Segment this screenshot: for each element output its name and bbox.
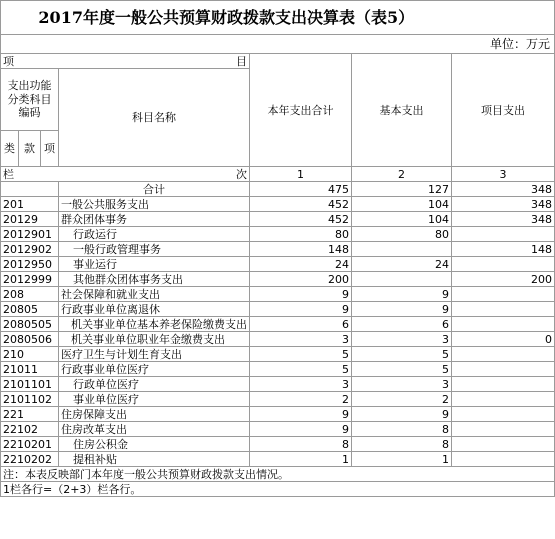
- header-lei: 类: [1, 131, 19, 167]
- row-name: 行政事业单位离退休: [59, 302, 250, 317]
- row-code: 21011: [1, 362, 59, 377]
- row-basic: 2: [352, 392, 452, 407]
- table-row: [1, 212, 555, 227]
- row-total: 200: [250, 272, 352, 287]
- row-basic: 104: [352, 197, 452, 212]
- row-basic: 80: [352, 227, 452, 242]
- table-row: [1, 287, 555, 302]
- table-row: [1, 452, 555, 467]
- row-code: 208: [1, 287, 59, 302]
- table-row: [1, 437, 555, 452]
- row-project: [452, 257, 555, 272]
- row-name: 住房公积金: [59, 437, 250, 452]
- row-total: 452: [250, 212, 352, 227]
- header-name: 科目名称: [59, 69, 250, 167]
- row-code: 221: [1, 407, 59, 422]
- row-total: 2: [250, 392, 352, 407]
- row-name: 一般行政管理事务: [59, 242, 250, 257]
- header-code: 支出功能分类科目编码: [1, 69, 59, 131]
- table-row: [1, 422, 555, 437]
- row-total: 452: [250, 197, 352, 212]
- row-code: 2012950: [1, 257, 59, 272]
- row-total: 80: [250, 227, 352, 242]
- total-project: 348: [452, 182, 555, 197]
- row-basic: 9: [352, 287, 452, 302]
- table-row: [1, 242, 555, 257]
- row-code: 2080505: [1, 317, 59, 332]
- row-project: [452, 287, 555, 302]
- row-project: [452, 347, 555, 362]
- row-basic: 8: [352, 422, 452, 437]
- header-lanci: 栏 次: [1, 167, 250, 182]
- row-total: 6: [250, 317, 352, 332]
- row-project: [452, 227, 555, 242]
- row-code: 2210202: [1, 452, 59, 467]
- row-basic: 6: [352, 317, 452, 332]
- table-row: [1, 257, 555, 272]
- row-name: 其他群众团体事务支出: [59, 272, 250, 287]
- row-project: [452, 437, 555, 452]
- col-num-3: 3: [452, 167, 555, 182]
- row-name: 机关事业单位职业年金缴费支出: [59, 332, 250, 347]
- total-row: [1, 182, 555, 197]
- header-kuan: 款: [19, 131, 41, 167]
- row-total: 5: [250, 362, 352, 377]
- header-total: 本年支出合计: [250, 54, 352, 167]
- table-row: [1, 197, 555, 212]
- header-xiang-mu: 项 目: [1, 54, 250, 69]
- col-num-2: 2: [352, 167, 452, 182]
- table-row: [1, 332, 555, 347]
- row-total: 9: [250, 407, 352, 422]
- row-basic: 5: [352, 362, 452, 377]
- row-project: 348: [452, 197, 555, 212]
- footnote: 1栏各行=（2+3）栏各行。: [1, 482, 555, 497]
- row-name: 提租补贴: [59, 452, 250, 467]
- row-total: 3: [250, 332, 352, 347]
- table-row: [1, 227, 555, 242]
- table-row: [1, 362, 555, 377]
- row-code: 20805: [1, 302, 59, 317]
- row-project: 348: [452, 212, 555, 227]
- row-code: 2012901: [1, 227, 59, 242]
- row-total: 1: [250, 452, 352, 467]
- footnote: 注：本表反映部门本年度一般公共预算财政拨款支出情况。: [1, 467, 555, 482]
- row-name: 住房改革支出: [59, 422, 250, 437]
- row-name: 事业运行: [59, 257, 250, 272]
- row-name: 行政运行: [59, 227, 250, 242]
- row-total: 9: [250, 302, 352, 317]
- row-total: 8: [250, 437, 352, 452]
- row-basic: [352, 272, 452, 287]
- row-project: 0: [452, 332, 555, 347]
- row-name: 医疗卫生与计划生育支出: [59, 347, 250, 362]
- row-name: 群众团体事务: [59, 212, 250, 227]
- row-basic: 1: [352, 452, 452, 467]
- unit-label: 单位：万元: [1, 35, 555, 54]
- table-row: [1, 392, 555, 407]
- table-row: [1, 302, 555, 317]
- table-row: [1, 407, 555, 422]
- row-project: [452, 452, 555, 467]
- total-basic: 127: [352, 182, 452, 197]
- row-name: 机关事业单位基本养老保险缴费支出: [59, 317, 250, 332]
- row-name: 社会保障和就业支出: [59, 287, 250, 302]
- table-row: [1, 317, 555, 332]
- col-num-1: 1: [250, 167, 352, 182]
- header-xiang2: 项: [41, 131, 59, 167]
- row-project: 148: [452, 242, 555, 257]
- row-total: 24: [250, 257, 352, 272]
- row-project: [452, 302, 555, 317]
- row-project: 200: [452, 272, 555, 287]
- row-total: 9: [250, 422, 352, 437]
- header-project: 项目支出: [452, 54, 555, 167]
- row-project: [452, 392, 555, 407]
- row-code: 2012999: [1, 272, 59, 287]
- row-project: [452, 407, 555, 422]
- row-code: 2080506: [1, 332, 59, 347]
- row-basic: 104: [352, 212, 452, 227]
- row-name: 一般公共服务支出: [59, 197, 250, 212]
- table-title: 2017年度一般公共预算财政拨款支出决算表（表5）: [1, 1, 452, 35]
- row-name: 事业单位医疗: [59, 392, 250, 407]
- row-total: 5: [250, 347, 352, 362]
- row-code: 201: [1, 197, 59, 212]
- row-project: [452, 362, 555, 377]
- header-basic: 基本支出: [352, 54, 452, 167]
- total-total: 475: [250, 182, 352, 197]
- row-basic: 8: [352, 437, 452, 452]
- row-total: 9: [250, 287, 352, 302]
- row-code: 22102: [1, 422, 59, 437]
- row-code: 2012902: [1, 242, 59, 257]
- total-label: 合计: [59, 182, 250, 197]
- row-basic: 9: [352, 407, 452, 422]
- row-code: 2101102: [1, 392, 59, 407]
- row-basic: 9: [352, 302, 452, 317]
- row-total: 148: [250, 242, 352, 257]
- row-name: 住房保障支出: [59, 407, 250, 422]
- table-row: [1, 347, 555, 362]
- row-basic: [352, 242, 452, 257]
- row-project: [452, 317, 555, 332]
- row-basic: 3: [352, 332, 452, 347]
- table-row: [1, 272, 555, 287]
- row-basic: 5: [352, 347, 452, 362]
- row-code: 2210201: [1, 437, 59, 452]
- row-basic: 3: [352, 377, 452, 392]
- row-basic: 24: [352, 257, 452, 272]
- row-code: 20129: [1, 212, 59, 227]
- row-name: 行政事业单位医疗: [59, 362, 250, 377]
- table-row: [1, 377, 555, 392]
- row-name: 行政单位医疗: [59, 377, 250, 392]
- row-project: [452, 422, 555, 437]
- row-code: 2101101: [1, 377, 59, 392]
- row-project: [452, 377, 555, 392]
- row-total: 3: [250, 377, 352, 392]
- row-code: 210: [1, 347, 59, 362]
